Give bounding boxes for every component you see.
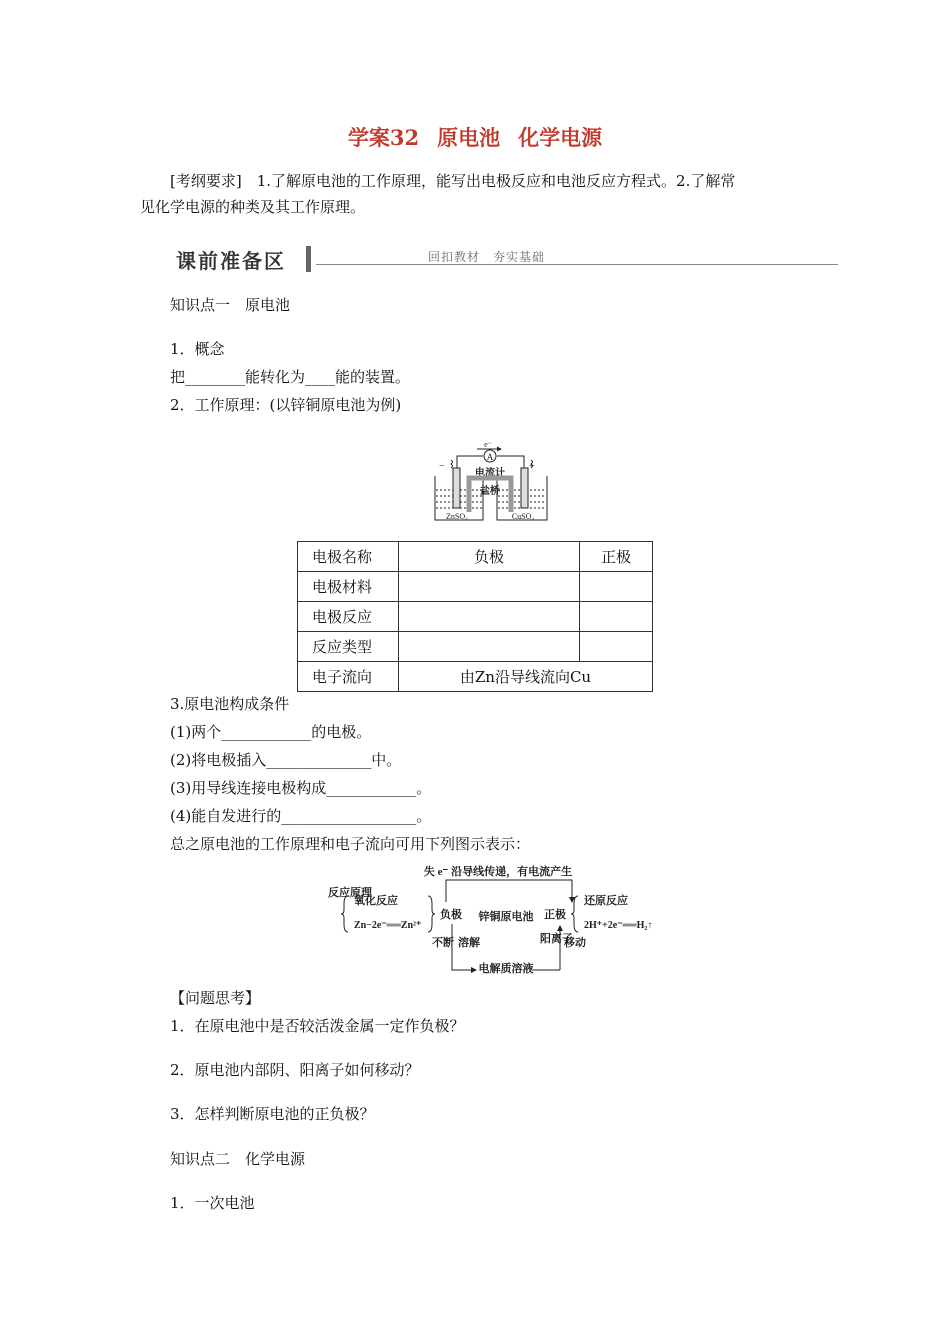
condition-item: (4)能自发进行的__________________。 xyxy=(170,807,432,825)
section2-heading: 知识点二 化学电源 xyxy=(170,1150,306,1168)
reaction-principle-label: 反应原理 xyxy=(328,887,372,899)
table-row xyxy=(298,542,653,572)
table-cell xyxy=(580,572,653,602)
title-topic1: 原电池 xyxy=(437,125,501,150)
not-label: 不断 xyxy=(432,937,454,949)
reduction-equation: 2H⁺+2e⁻══H₂↑ xyxy=(584,920,653,931)
banner-rule xyxy=(316,264,838,265)
title-number: 学案32 xyxy=(347,125,420,150)
banner-divider xyxy=(306,246,311,272)
right-solution-label: CuSO₄ xyxy=(511,512,535,521)
dissolve-label: 溶解 xyxy=(458,937,480,949)
table-cell: 电极反应 xyxy=(298,602,399,632)
oxidation-equation: Zn−2e⁻══Zn²⁺ xyxy=(354,920,422,931)
conditions-heading: 3.原电池构成条件 xyxy=(170,695,290,713)
table-row xyxy=(298,662,653,692)
title-topic2: 化学电源 xyxy=(518,125,603,150)
cation-label: 阳离子 xyxy=(540,933,573,945)
banner-title: 课前准备区 xyxy=(176,249,286,273)
oxidation-label: 氧化反应 xyxy=(354,895,398,907)
electrode-table xyxy=(297,541,653,692)
minus-sign: − xyxy=(439,461,445,472)
table-row xyxy=(298,632,653,662)
table-cell xyxy=(399,572,580,602)
table-row xyxy=(298,602,653,632)
section-banner xyxy=(170,244,838,274)
condition-item: (2)将电极插入______________中。 xyxy=(170,751,402,769)
concept-text: 把________能转化为____能的装置。 xyxy=(170,368,411,386)
condition-item: (3)用导线连接电极构成____________。 xyxy=(170,779,432,797)
meter-label: 电流计 xyxy=(475,468,505,479)
question-item: 1．在原电池中是否较活泼金属一定作负极？ xyxy=(170,1017,465,1035)
question-item: 3．怎样判断原电池的正负极？ xyxy=(170,1105,375,1123)
requirements-line1: [考纲要求] 1.了解原电池的工作原理，能写出电极反应和电池反应方程式。2.了解常 xyxy=(170,172,736,190)
anode-label: 负极 xyxy=(440,909,462,921)
electrolyte-label: 电解质溶液 xyxy=(478,963,534,975)
concept-heading: 1．概念 xyxy=(170,340,225,358)
requirements-line2: 见化学电源的种类及其工作原理。 xyxy=(140,198,366,216)
questions-heading: 【问题思考】 xyxy=(170,989,261,1007)
section1-heading: 知识点一 原电池 xyxy=(170,296,291,314)
table-cell xyxy=(399,602,580,632)
ammeter-label: A xyxy=(486,452,494,462)
cathode-label: 正极 xyxy=(544,909,566,921)
plus-sign: + xyxy=(529,461,535,472)
table-cell: 电极名称 xyxy=(298,542,399,572)
table-cell: 正极 xyxy=(580,542,653,572)
table-cell: 电子流向 xyxy=(298,662,399,692)
center-label: 锌铜原电池 xyxy=(478,911,534,923)
move-label: 移动 xyxy=(564,937,586,949)
table-cell: 由Zn沿导线流向Cu xyxy=(399,662,653,692)
galvanic-cell-diagram xyxy=(431,440,551,526)
table-cell: 电极材料 xyxy=(298,572,399,602)
page-title xyxy=(0,122,950,152)
left-solution-label: ZnSO₄ xyxy=(446,512,468,521)
conditions-summary: 总之原电池的工作原理和电子流向可用下列图示表示： xyxy=(170,835,531,853)
flow-top-label: 失 e⁻ 沿导线传递，有电流产生 xyxy=(423,866,573,878)
electron-label: e⁻ xyxy=(484,440,492,449)
question-item: 2．原电池内部阴、阳离子如何移动？ xyxy=(170,1061,420,1079)
table-cell: 反应类型 xyxy=(298,632,399,662)
table-cell xyxy=(399,632,580,662)
table-cell xyxy=(580,632,653,662)
principle-heading: 2．工作原理：(以锌铜原电池为例) xyxy=(170,396,402,414)
condition-item: (1)两个____________的电极。 xyxy=(170,723,372,741)
salt-bridge-label: 盐桥 xyxy=(480,486,500,497)
reduction-label: 还原反应 xyxy=(584,895,628,907)
principle-flow-diagram xyxy=(328,862,668,986)
section2-item: 1．一次电池 xyxy=(170,1194,255,1212)
table-row xyxy=(298,572,653,602)
table-cell xyxy=(580,602,653,632)
table-cell: 负极 xyxy=(399,542,580,572)
banner-subtitle: 回扣教材 夯实基础 xyxy=(428,250,546,264)
